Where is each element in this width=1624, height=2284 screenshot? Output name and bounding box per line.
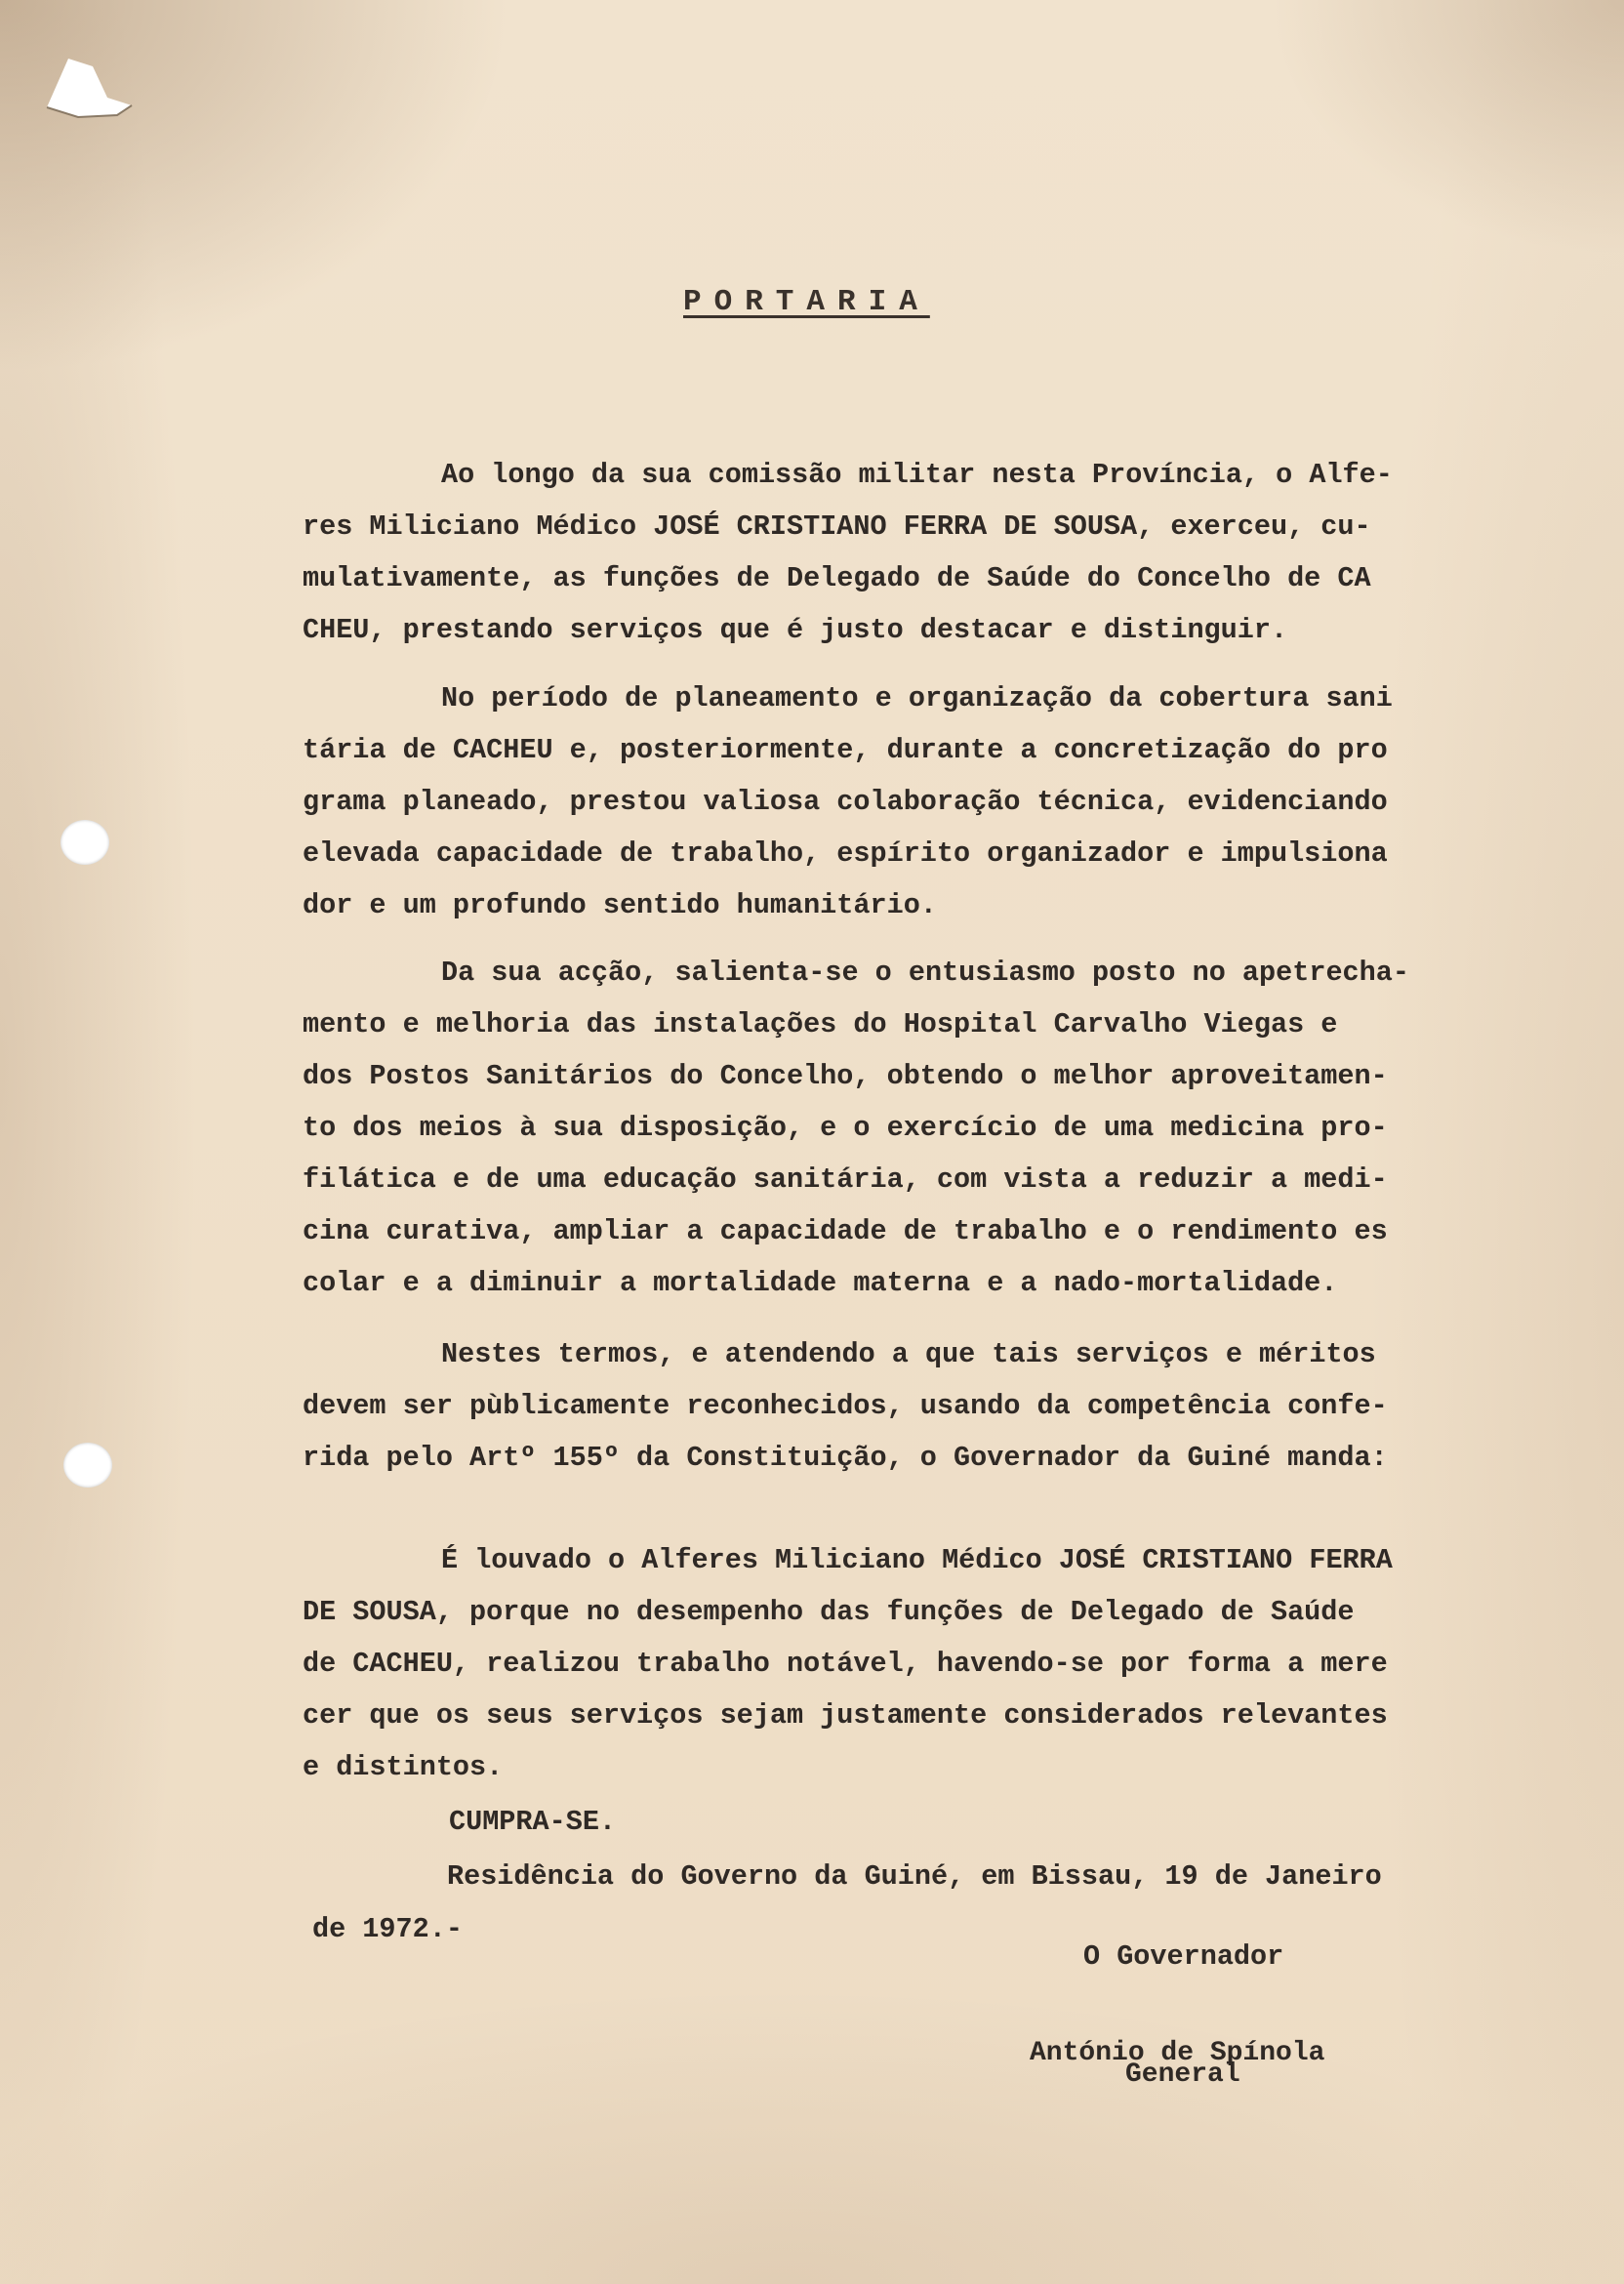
paragraph-line: dos Postos Sanitários do Concelho, obtendo o melhor aproveitamen- (303, 1060, 1388, 1092)
signature-block (1030, 2038, 1325, 2090)
paragraph-line: Da sua acção, salienta-se o entusiasmo posto no apetrecha- (441, 957, 1409, 989)
paragraph-4 (303, 1328, 1552, 1484)
paragraph-line: colar e a diminuir a mortalidade materna e a nado-mortalidade. (303, 1267, 1338, 1299)
paragraph-line: res Miliciano Médico JOSÉ CRISTIANO FERRA DE SOUSA, exerceu, cu- (303, 510, 1371, 543)
paragraph-line: de CACHEU, realizou trabalho notável, havendo-se por forma a mere (303, 1648, 1388, 1680)
paragraph-line: grama planeado, prestou valiosa colaboração técnica, evidenciando (303, 786, 1388, 818)
signature-name: António de Spínola (1030, 2038, 1325, 2068)
paragraph-1 (303, 449, 1552, 656)
torn-corner (39, 39, 146, 127)
paragraph-line: mulativamente, as funções de Delegado de Saúde do Concelho de CA (303, 562, 1371, 594)
paragraph-line: tária de CACHEU e, posteriormente, durante a concretização do pro (303, 734, 1388, 766)
paragraph-line: dor e um profundo sentido humanitário. (303, 889, 937, 921)
paragraph-line: É louvado o Alferes Miliciano Médico JOSÉ CRISTIANO FERRA (441, 1544, 1393, 1576)
paragraph-2 (303, 673, 1552, 931)
paragraph-line: e distintos. (303, 1751, 504, 1783)
paragraph-line: CHEU, prestando serviços que é justo destacar e distinguir. (303, 614, 1288, 646)
paragraph-line: devem ser pùblicamente reconhecidos, usando da competência confe- (303, 1390, 1388, 1422)
punch-hole-upper (61, 820, 109, 865)
paragraph-line: mento e melhoria das instalações do Hospital Carvalho Viegas e (303, 1008, 1338, 1040)
punch-hole-lower (63, 1443, 112, 1488)
paragraph-line: No período de planeamento e organização da cobertura sani (441, 682, 1393, 714)
paragraph-line: DE SOUSA, porque no desempenho das funções de Delegado de Saúde (303, 1596, 1355, 1628)
paragraph-line: filática e de uma educação sanitária, com vista a reduzir a medi- (303, 1163, 1388, 1196)
document-title: PORTARIA (683, 285, 930, 319)
governor-label: O Governador (1083, 1940, 1284, 1973)
place-date-line-2: de 1972.- (312, 1913, 463, 1945)
place-date-line-1: Residência do Governo da Guiné, em Bissau, 19 de Janeiro (447, 1860, 1382, 1893)
paragraph-line: rida pelo Artº 155º da Constituição, o Governador da Guiné manda: (303, 1442, 1388, 1474)
paragraph-line: Nestes termos, e atendendo a que tais serviços e méritos (441, 1338, 1376, 1370)
paragraph-line: elevada capacidade de trabalho, espírito organizador e impulsiona (303, 837, 1388, 870)
paragraph-line: cina curativa, ampliar a capacidade de trabalho e o rendimento es (303, 1215, 1388, 1247)
cumpra-se: CUMPRA-SE. (449, 1806, 617, 1838)
paragraph-line: cer que os seus serviços sejam justamente considerados relevantes (303, 1699, 1388, 1732)
paragraph-line: Ao longo da sua comissão militar nesta Província, o Alfe- (441, 459, 1393, 491)
paragraph-5 (303, 1534, 1552, 1793)
signature-rank: General (1125, 2060, 1240, 2090)
paragraph-line: to dos meios à sua disposição, e o exercício de uma medicina pro- (303, 1112, 1388, 1144)
paragraph-3 (303, 947, 1552, 1309)
